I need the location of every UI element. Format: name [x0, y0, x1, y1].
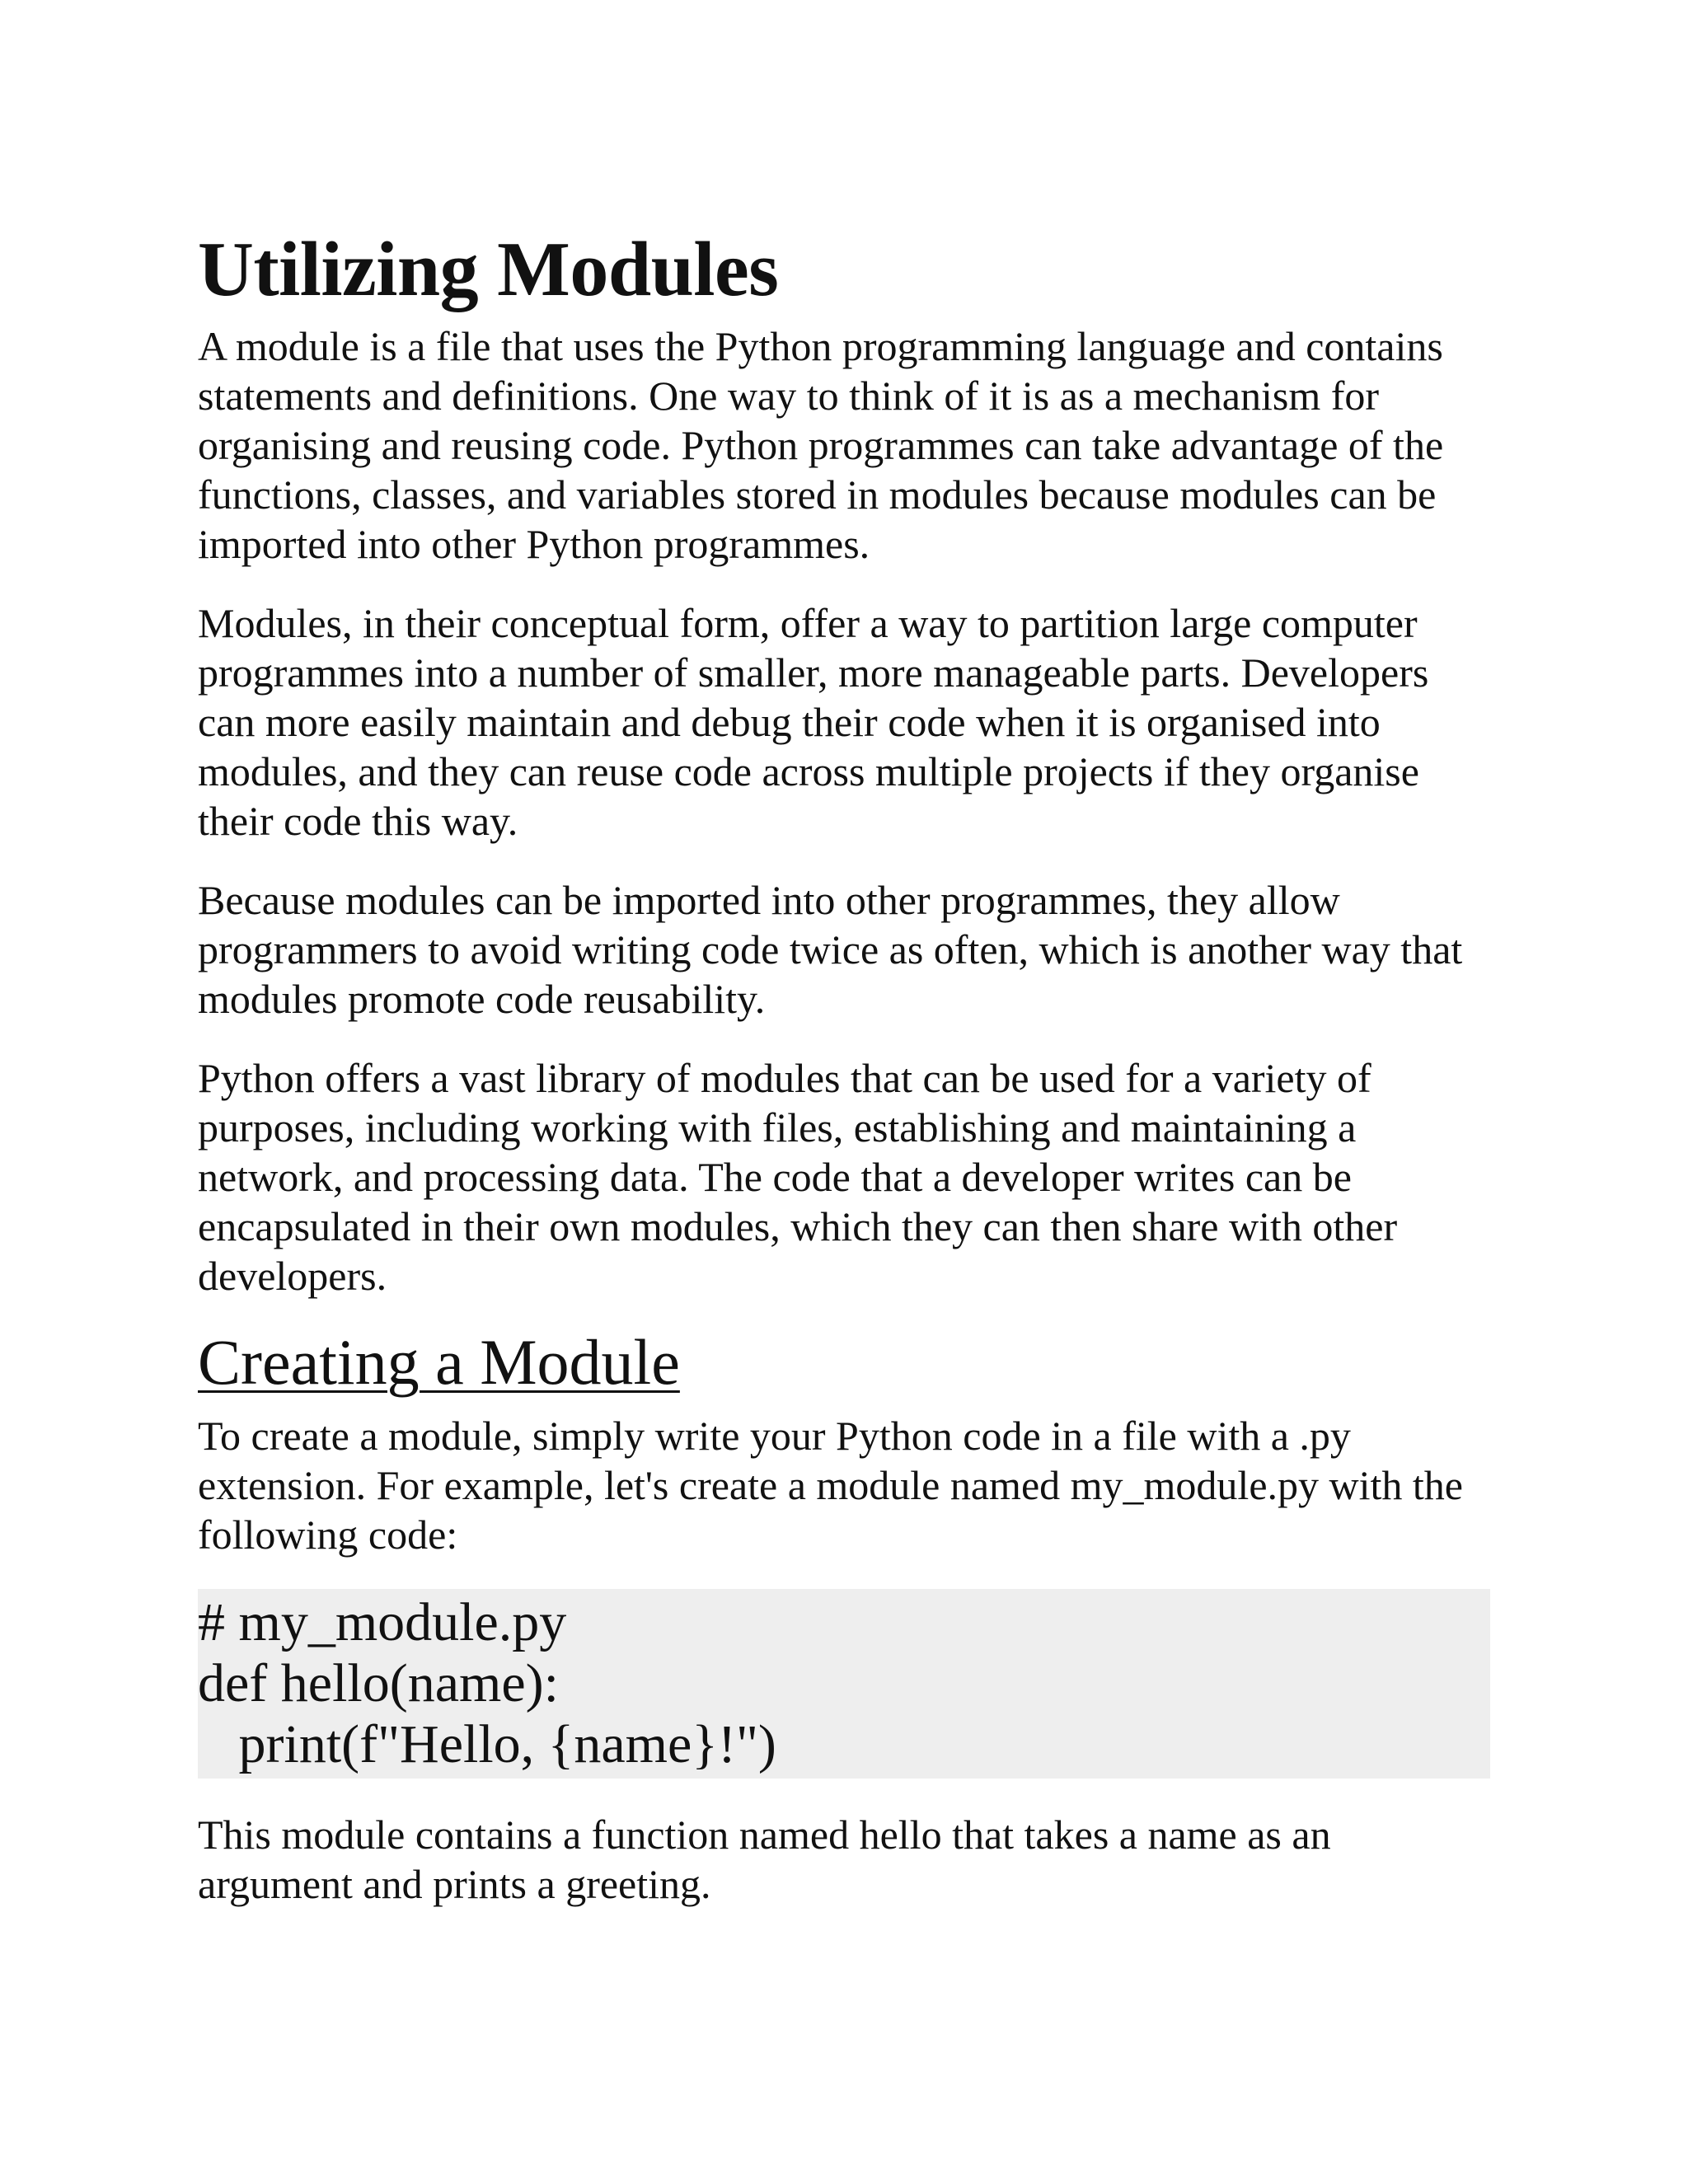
section-heading: Creating a Module	[198, 1326, 680, 1398]
paragraph-2: Modules, in their conceptual form, offer a way to partition large computer programmes into a number of smaller, more manageable parts. Developers can more easily maintain and debug their code when it is organised into modules, and they can reuse code across multiple projects if they organise their code this way.	[198, 600, 1429, 844]
section-intro: To create a module, simply write your Python code in a file with a .py extension. For example, let's create a module named my_module.py with the following code:	[198, 1413, 1463, 1558]
code-line: # my_module.py	[198, 1592, 567, 1652]
paragraph-3: Because modules can be imported into other programmes, they allow programmers to avoid writing code twice as often, which is another way that modules promote code reusability.	[198, 877, 1463, 1022]
paragraph-1: A module is a file that uses the Python programming language and contains statements and definitions. One way to think of it is as a mechanism for organising and reusing code. Python programmes can take advantage of the functions, classes, and variables stored in modules because modules can be imported into other Python programmes.	[198, 323, 1444, 567]
paragraph-4: Python offers a vast library of modules that can be used for a variety of purposes, including working with files, establishing and maintaining a network, and processing data. The code that a developer writes can be encapsulated in their own modules, which they can then share with other developers.	[198, 1055, 1398, 1299]
code-block	[198, 1589, 1490, 1779]
code-line: print(f"Hello, {name}!")	[198, 1714, 776, 1774]
page-title: Utilizing Modules	[198, 227, 779, 312]
code-line: def hello(name):	[198, 1653, 559, 1713]
document-page	[198, 227, 1490, 1938]
section-outro: This module contains a function named hello that takes a name as an argument and prints a greeting.	[198, 1811, 1331, 1907]
